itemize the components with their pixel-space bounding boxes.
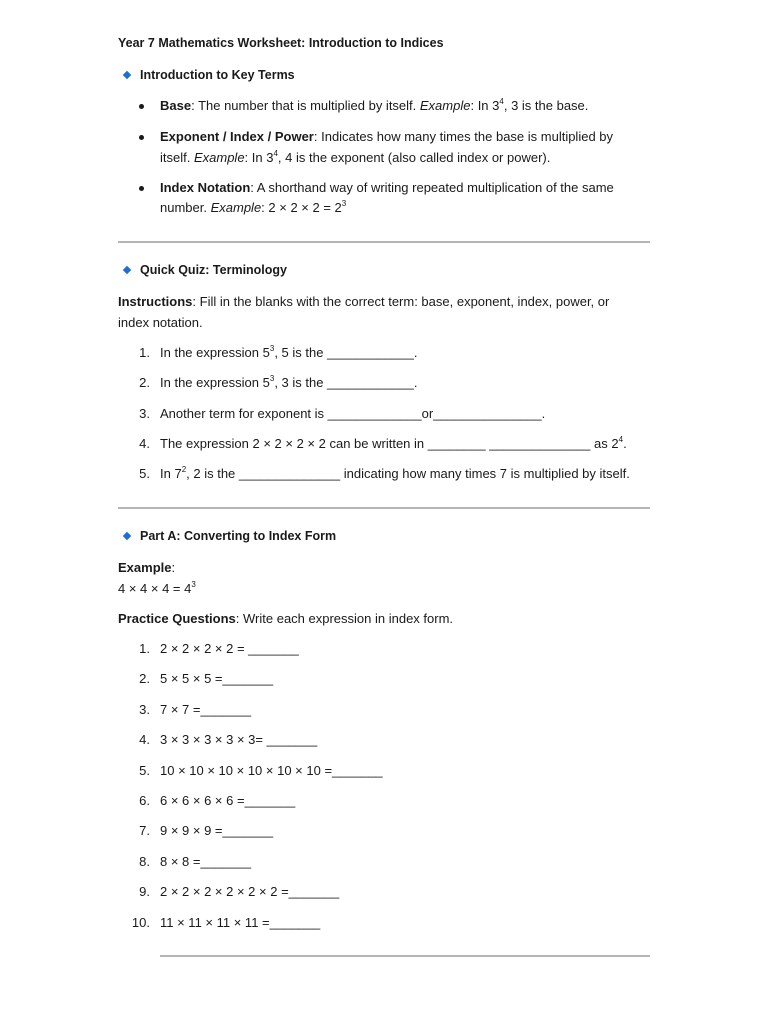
term-base bbox=[160, 98, 588, 113]
practice-question: 7 × 7 =_______ bbox=[160, 702, 252, 717]
quiz-instructions bbox=[118, 294, 609, 309]
question-text: In the expression 5 bbox=[160, 345, 270, 360]
term-exponent-line2 bbox=[160, 150, 550, 165]
practice-question: 9 × 9 × 9 =_______ bbox=[160, 823, 274, 838]
practice-question: 2 × 2 × 2 × 2 = _______ bbox=[160, 641, 299, 656]
term-text: : A shorthand way of writing repeated multiplication of the same bbox=[250, 180, 614, 195]
term-label: Base bbox=[160, 98, 192, 113]
question-number: 4. bbox=[139, 436, 150, 451]
example-label: Example bbox=[193, 150, 245, 165]
practice-question: 3 × 3 × 3 × 3 × 3= _______ bbox=[160, 732, 318, 747]
instructions-label: Instructions bbox=[118, 294, 193, 309]
practice-question: 6 × 6 × 6 × 6 =_______ bbox=[160, 793, 296, 808]
diamond-bullet-icon bbox=[123, 532, 131, 540]
section-divider bbox=[118, 507, 650, 509]
superscript: 4 bbox=[499, 96, 504, 106]
quiz-question bbox=[160, 375, 417, 390]
practice-question: 2 × 2 × 2 × 2 × 2 × 2 =_______ bbox=[160, 884, 340, 899]
question-text: , 5 is the ____________. bbox=[274, 345, 418, 360]
term-notation bbox=[160, 180, 614, 195]
question-text: , 2 is the ______________ indicating how many times 7 is multiplied by itself. bbox=[186, 466, 630, 481]
question-number: 3. bbox=[139, 406, 150, 421]
practice-question: 5 × 5 × 5 =_______ bbox=[160, 671, 274, 686]
superscript: 3 bbox=[269, 373, 275, 383]
question-text: In the expression 5 bbox=[160, 375, 270, 390]
superscript: 4 bbox=[618, 434, 624, 444]
term-notation-line2 bbox=[160, 200, 346, 215]
example-text: : 2 × 2 × 2 = 2 bbox=[261, 200, 342, 215]
term-text: : The number that is multiplied by itself. bbox=[191, 98, 420, 113]
question-number: 7. bbox=[139, 823, 150, 838]
practice-question: 11 × 11 × 11 × 11 =_______ bbox=[160, 915, 321, 930]
key-terms-heading: Introduction to Key Terms bbox=[140, 68, 295, 82]
worksheet-title: Year 7 Mathematics Worksheet: Introduction to Indices bbox=[118, 36, 444, 50]
example-text: , 3 is the base. bbox=[503, 98, 589, 113]
practice-question: 8 × 8 =_______ bbox=[160, 854, 252, 869]
term-text: : Indicates how many times the base is multiplied by bbox=[313, 129, 614, 144]
bullet-icon bbox=[139, 135, 144, 140]
example-text: , 4 is the exponent (also called index or power). bbox=[277, 150, 551, 165]
example-text: : In 3 bbox=[244, 150, 274, 165]
question-text: In 7 bbox=[160, 466, 182, 481]
section-divider bbox=[118, 241, 650, 243]
part-a-heading: Part A: Converting to Index Form bbox=[140, 529, 337, 543]
question-number: 4. bbox=[139, 732, 150, 747]
practice-instructions bbox=[118, 611, 453, 626]
example-colon: : bbox=[171, 560, 176, 575]
question-number: 2. bbox=[139, 375, 150, 390]
practice-text: : Write each expression in index form. bbox=[235, 611, 454, 626]
quiz-question bbox=[160, 345, 417, 360]
worked-example bbox=[118, 581, 196, 596]
example-label: Example bbox=[210, 200, 262, 215]
example-text: 4 × 4 × 4 = 4 bbox=[118, 581, 192, 596]
bullet-icon bbox=[139, 186, 144, 191]
quiz-question bbox=[160, 466, 630, 481]
quiz-question bbox=[160, 436, 627, 451]
practice-question: 10 × 10 × 10 × 10 × 10 × 10 =_______ bbox=[160, 763, 383, 778]
superscript: 4 bbox=[273, 148, 278, 158]
example-label: Example bbox=[118, 560, 172, 575]
question-number: 5. bbox=[139, 763, 150, 778]
question-number: 9. bbox=[139, 884, 150, 899]
term-text: number. bbox=[160, 200, 211, 215]
instructions-text: : Fill in the blanks with the correct term: base, exponent, index, power, or bbox=[192, 294, 610, 309]
question-number: 1. bbox=[139, 345, 150, 360]
diamond-bullet-icon bbox=[123, 266, 131, 274]
example-heading bbox=[118, 560, 175, 575]
superscript: 3 bbox=[269, 343, 275, 353]
quiz-instructions-line2: index notation. bbox=[118, 315, 203, 330]
question-text: . bbox=[623, 436, 627, 451]
section-divider bbox=[160, 955, 650, 957]
question-number: 3. bbox=[139, 702, 150, 717]
question-number: 10. bbox=[131, 915, 150, 930]
question-number: 8. bbox=[139, 854, 150, 869]
quiz-heading: Quick Quiz: Terminology bbox=[140, 263, 288, 277]
practice-label: Practice Questions bbox=[118, 611, 236, 626]
question-number: 2. bbox=[139, 671, 150, 686]
question-number: 5. bbox=[139, 466, 150, 481]
question-text: The expression 2 × 2 × 2 × 2 can be written in ________ ______________ as 2 bbox=[160, 436, 619, 451]
question-number: 1. bbox=[139, 641, 150, 656]
superscript: 3 bbox=[341, 198, 347, 208]
term-text: itself. bbox=[160, 150, 194, 165]
superscript: 3 bbox=[191, 579, 196, 589]
term-label: Exponent / Index / Power bbox=[160, 129, 314, 144]
term-exponent bbox=[160, 129, 613, 144]
example-text: : In 3 bbox=[470, 98, 500, 113]
diamond-bullet-icon bbox=[123, 71, 131, 79]
superscript: 2 bbox=[181, 464, 187, 474]
example-label: Example bbox=[419, 98, 471, 113]
question-text: , 3 is the ____________. bbox=[274, 375, 418, 390]
quiz-question: Another term for exponent is _____________or_______________. bbox=[160, 406, 546, 421]
bullet-icon bbox=[139, 104, 144, 109]
question-number: 6. bbox=[139, 793, 150, 808]
term-label: Index Notation bbox=[160, 180, 251, 195]
